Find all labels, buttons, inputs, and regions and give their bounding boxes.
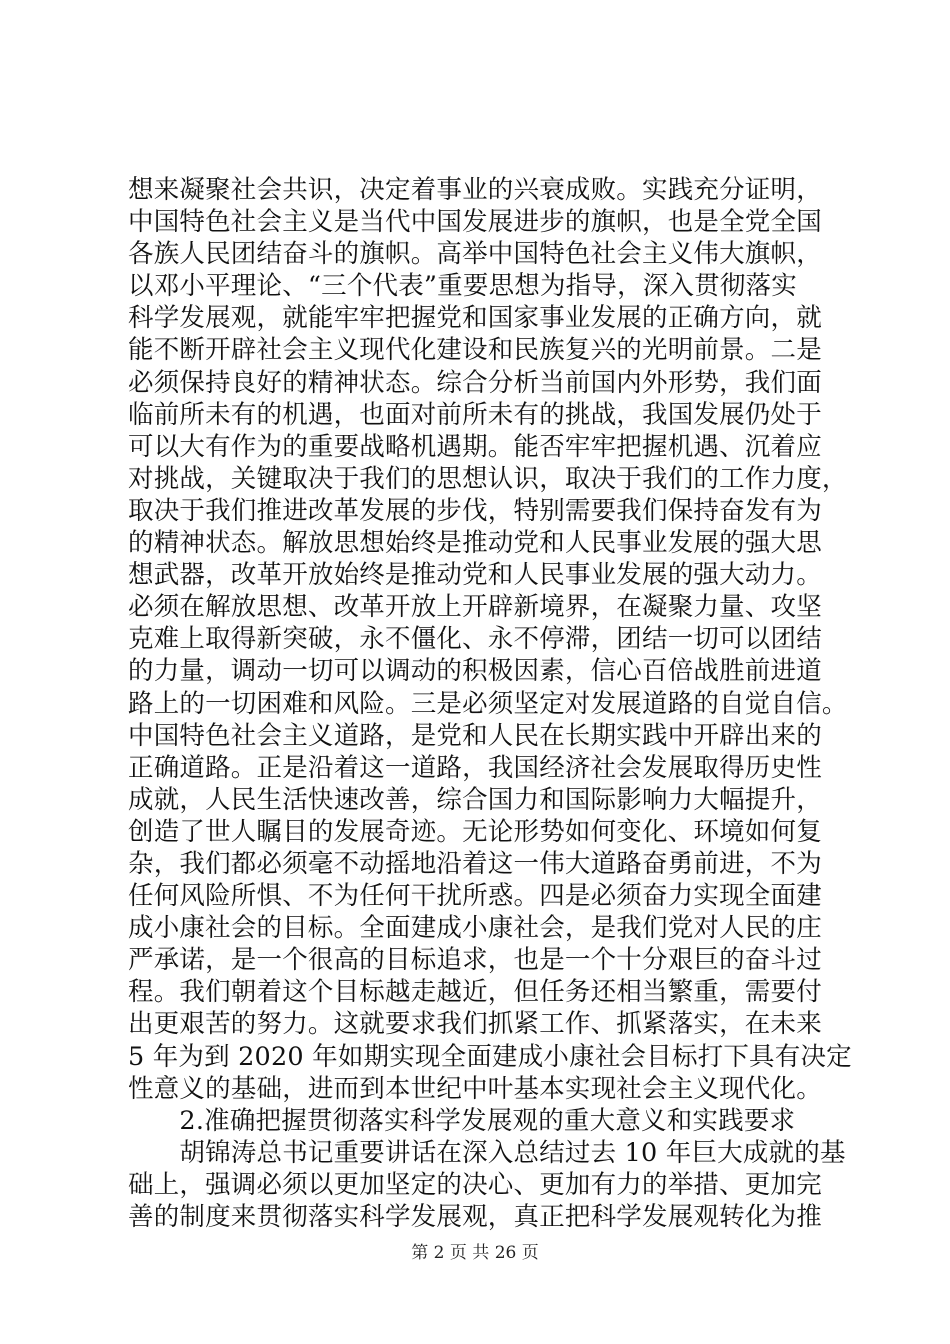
text-line: 科学发展观，就能牢牢把握党和国家事业发展的正确方向，就: [128, 303, 822, 334]
text-line: 必须在解放思想、改革开放上开辟新境界，在凝聚力量、攻坚: [128, 592, 822, 623]
text-line: 必须保持良好的精神状态。综合分析当前国内外形势，我们面: [128, 367, 822, 398]
text-line: 临前所未有的机遇，也面对前所未有的挑战，我国发展仍处于: [128, 399, 822, 430]
text-line: 程。我们朝着这个目标越走越近，但任务还相当繁重，需要付: [128, 977, 822, 1008]
text-line: 善的制度来贯彻落实科学发展观，真正把科学发展观转化为推: [128, 1202, 822, 1232]
text-line: 想武器，改革开放始终是推动党和人民事业发展的强大动力。: [128, 560, 822, 591]
text-line: 2.准确把握贯彻落实科学发展观的重大意义和实践要求: [128, 1105, 796, 1136]
text-line: 取决于我们推进改革发展的步伐，特别需要我们保持奋发有为: [128, 495, 822, 526]
text-line: 的力量，调动一切可以调动的积极因素，信心百倍战胜前进道: [128, 656, 822, 687]
text-line: 性意义的基础，进而到本世纪中叶基本实现社会主义现代化。: [128, 1073, 822, 1104]
text-line: 对挑战，关键取决于我们的思想认识，取决于我们的工作力度，: [128, 463, 848, 494]
text-line: 创造了世人瞩目的发展奇迹。无论形势如何变化、环境如何复: [128, 816, 822, 847]
text-line: 成就，人民生活快速改善，综合国力和国际影响力大幅提升，: [128, 784, 822, 815]
text-line: 严承诺，是一个很高的目标追求，也是一个十分艰巨的奋斗过: [128, 945, 822, 976]
text-line: 础上，强调必须以更加坚定的决心、更加有力的举措、更加完: [128, 1169, 822, 1200]
text-line: 可以大有作为的重要战略机遇期。能否牢牢把握机遇、沉着应: [128, 431, 822, 462]
text-line: 路上的一切困难和风险。三是必须坚定对发展道路的自觉自信。: [128, 688, 848, 719]
text-line: 胡锦涛总书记重要讲话在深入总结过去 10 年巨大成就的基: [128, 1137, 846, 1168]
text-line: 杂，我们都必须毫不动摇地沿着这一伟大道路奋勇前进，不为: [128, 848, 822, 879]
text-line: 5 年为到 2020 年如期实现全面建成小康社会目标打下具有决定: [128, 1041, 852, 1072]
text-line: 出更艰苦的努力。这就要求我们抓紧工作、抓紧落实，在未来: [128, 1009, 822, 1040]
text-line: 以邓小平理论、“三个代表”重要思想为指导，深入贯彻落实: [128, 271, 797, 302]
text-line: 的精神状态。解放思想始终是推动党和人民事业发展的强大思: [128, 528, 822, 559]
text-line: 任何风险所惧、不为任何干扰所惑。四是必须奋力实现全面建: [128, 881, 822, 912]
body-text: [128, 174, 868, 1233]
text-line: 成小康社会的目标。全面建成小康社会，是我们党对人民的庄: [128, 913, 822, 944]
text-line: 正确道路。正是沿着这一道路，我国经济社会发展取得历史性: [128, 752, 822, 783]
page-footer: 第 2 页 共 26 页: [411, 1243, 539, 1263]
text-line: 克难上取得新突破，永不僵化、永不停滞，团结一切可以团结: [128, 624, 822, 655]
text-line: 能不断开辟社会主义现代化建设和民族复兴的光明前景。二是: [128, 335, 822, 366]
text-line: 中国特色社会主义道路，是党和人民在长期实践中开辟出来的: [128, 720, 822, 751]
text-line: 中国特色社会主义是当代中国发展进步的旗帜，也是全党全国: [128, 207, 822, 238]
text-line: 各族人民团结奋斗的旗帜。高举中国特色社会主义伟大旗帜，: [128, 239, 822, 270]
text-line: 想来凝聚社会共识，决定着事业的兴衰成败。实践充分证明，: [128, 175, 822, 205]
